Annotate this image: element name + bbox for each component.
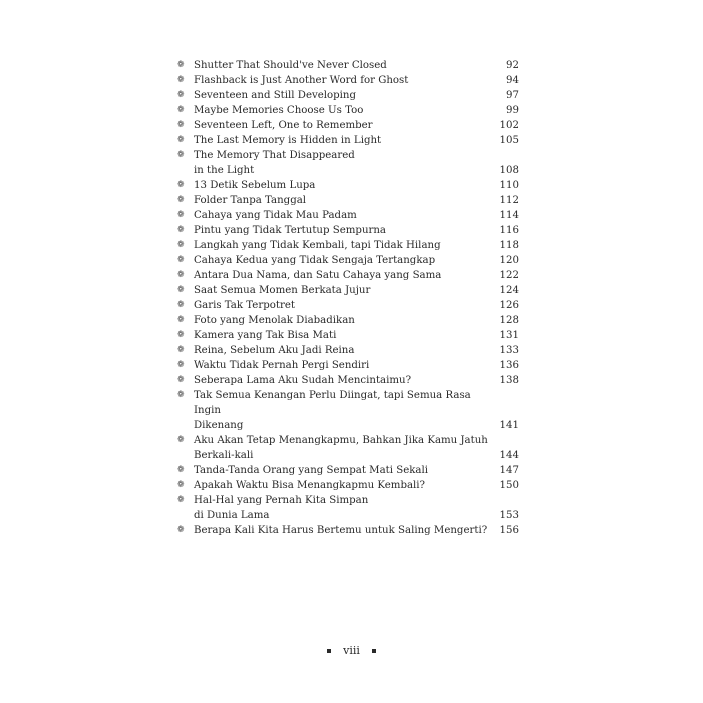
toc-entry [177, 223, 519, 238]
table-of-contents [177, 58, 519, 538]
toc-entry [177, 298, 519, 313]
toc-entry-title: The Last Memory is Hidden in Light [194, 135, 382, 146]
flower-bullet-icon: ❁ [177, 435, 185, 445]
toc-entry [177, 193, 519, 208]
flower-bullet-icon: ❁ [177, 210, 185, 220]
toc-entry [177, 343, 519, 358]
toc-entry-title: Tanda-Tanda Orang yang Sempat Mati Sekali [194, 465, 429, 476]
toc-entry-page: 116 [499, 225, 519, 236]
toc-entry-title: Foto yang Menolak Diabadikan [194, 315, 355, 326]
toc-entry [177, 103, 519, 118]
toc-entry-title: The Memory That Disappeared in the Light [194, 150, 355, 176]
toc-entry-title: Maybe Memories Choose Us Too [194, 105, 364, 116]
toc-entry-title: Folder Tanpa Tanggal [194, 195, 307, 206]
toc-entry-page: 133 [499, 345, 519, 356]
toc-entry-title: Cahaya yang Tidak Mau Padam [194, 210, 357, 221]
flower-bullet-icon: ❁ [177, 180, 185, 190]
toc-entry-page: 124 [499, 285, 519, 296]
toc-entry-page: 120 [499, 255, 519, 266]
toc-entry-title: Waktu Tidak Pernah Pergi Sendiri [194, 360, 370, 371]
toc-entry-page: 126 [499, 300, 519, 311]
flower-bullet-icon: ❁ [177, 300, 185, 310]
flower-bullet-icon: ❁ [177, 345, 185, 355]
toc-entry-title: Saat Semua Momen Berkata Jujur [194, 285, 371, 296]
square-ornament-icon [372, 649, 376, 653]
toc-entry-title: Shutter That Should've Never Closed [194, 60, 387, 71]
toc-entry [177, 478, 519, 493]
toc-entry [177, 58, 519, 73]
toc-entry-page: 118 [499, 240, 519, 251]
toc-entry [177, 88, 519, 103]
toc-entry-page: 94 [506, 75, 519, 86]
toc-entry-title: Reina, Sebelum Aku Jadi Reina [194, 345, 355, 356]
toc-entry-title: Flashback is Just Another Word for Ghost [194, 75, 409, 86]
toc-entry [177, 463, 519, 478]
flower-bullet-icon: ❁ [177, 390, 185, 400]
toc-entry-title: Hal-Hal yang Pernah Kita Simpan di Dunia Lama [194, 495, 369, 521]
toc-entry [177, 238, 519, 253]
toc-entry [177, 178, 519, 193]
toc-entry-title: 13 Detik Sebelum Lupa [194, 180, 316, 191]
toc-entry-title: Apakah Waktu Bisa Menangkapmu Kembali? [194, 480, 426, 491]
toc-entry [177, 373, 519, 388]
toc-entry-page: 92 [506, 60, 519, 71]
toc-entry-title: Berapa Kali Kita Harus Bertemu untuk Saling Mengerti? [194, 525, 488, 536]
toc-entry [177, 358, 519, 373]
toc-entry [177, 523, 519, 538]
toc-entry [177, 73, 519, 88]
toc-entry [177, 283, 519, 298]
toc-entry-title: Seberapa Lama Aku Sudah Mencintaimu? [194, 375, 412, 386]
page-footer [0, 644, 703, 657]
toc-entry [177, 388, 519, 433]
toc-entry-title: Seventeen and Still Developing [194, 90, 357, 101]
toc-entry [177, 433, 519, 463]
flower-bullet-icon: ❁ [177, 105, 185, 115]
toc-entry-page: 136 [499, 360, 519, 371]
page-number: viii [343, 644, 360, 657]
flower-bullet-icon: ❁ [177, 495, 185, 505]
toc-entry-title: Cahaya Kedua yang Tidak Sengaja Tertangkap [194, 255, 436, 266]
toc-entry-page: 131 [499, 330, 519, 341]
toc-entry-page: 110 [499, 180, 519, 191]
toc-entry [177, 268, 519, 283]
square-ornament-icon [327, 649, 331, 653]
toc-entry-page: 150 [499, 480, 519, 491]
flower-bullet-icon: ❁ [177, 75, 185, 85]
toc-entry [177, 118, 519, 133]
toc-entry-page: 105 [499, 135, 519, 146]
flower-bullet-icon: ❁ [177, 375, 185, 385]
flower-bullet-icon: ❁ [177, 135, 185, 145]
flower-bullet-icon: ❁ [177, 315, 185, 325]
flower-bullet-icon: ❁ [177, 150, 185, 160]
toc-entry-page: 112 [499, 195, 519, 206]
flower-bullet-icon: ❁ [177, 240, 185, 250]
flower-bullet-icon: ❁ [177, 270, 185, 280]
flower-bullet-icon: ❁ [177, 120, 185, 130]
flower-bullet-icon: ❁ [177, 195, 185, 205]
flower-bullet-icon: ❁ [177, 285, 185, 295]
flower-bullet-icon: ❁ [177, 480, 185, 490]
toc-entry-title: Seventeen Left, One to Remember [194, 120, 373, 131]
toc-entry-title: Garis Tak Terpotret [194, 300, 295, 311]
toc-entry [177, 493, 519, 523]
toc-entry [177, 208, 519, 223]
toc-entry-page: 122 [499, 270, 519, 281]
toc-entry-page: 153 [499, 510, 519, 521]
toc-entry-title: Pintu yang Tidak Tertutup Sempurna [194, 225, 387, 236]
flower-bullet-icon: ❁ [177, 255, 185, 265]
toc-entry-page: 99 [506, 105, 519, 116]
toc-entry [177, 148, 519, 178]
toc-entry-page: 97 [506, 90, 519, 101]
toc-entry [177, 328, 519, 343]
toc-entry-page: 147 [499, 465, 519, 476]
toc-entry-title: Tak Semua Kenangan Perlu Diingat, tapi Semua Rasa Ingin Dikenang [194, 390, 471, 431]
toc-entry-page: 141 [499, 420, 519, 431]
toc-entry-page: 108 [499, 165, 519, 176]
toc-entry [177, 313, 519, 328]
toc-entry-page: 114 [499, 210, 519, 221]
toc-entry-page: 144 [499, 450, 519, 461]
toc-entry [177, 133, 519, 148]
toc-entry-page: 128 [499, 315, 519, 326]
flower-bullet-icon: ❁ [177, 60, 185, 70]
toc-entry-title: Antara Dua Nama, dan Satu Cahaya yang Sama [194, 270, 442, 281]
toc-entry [177, 253, 519, 268]
toc-entry-title: Langkah yang Tidak Kembali, tapi Tidak Hilang [194, 240, 441, 251]
toc-entry-page: 102 [499, 120, 519, 131]
flower-bullet-icon: ❁ [177, 525, 185, 535]
flower-bullet-icon: ❁ [177, 90, 185, 100]
flower-bullet-icon: ❁ [177, 360, 185, 370]
flower-bullet-icon: ❁ [177, 225, 185, 235]
toc-entry-title: Aku Akan Tetap Menangkapmu, Bahkan Jika Kamu Jatuh Berkali-kali [194, 435, 488, 461]
flower-bullet-icon: ❁ [177, 465, 185, 475]
flower-bullet-icon: ❁ [177, 330, 185, 340]
toc-entry-page: 138 [499, 375, 519, 386]
toc-entry-page: 156 [499, 525, 519, 536]
toc-entry-title: Kamera yang Tak Bisa Mati [194, 330, 337, 341]
